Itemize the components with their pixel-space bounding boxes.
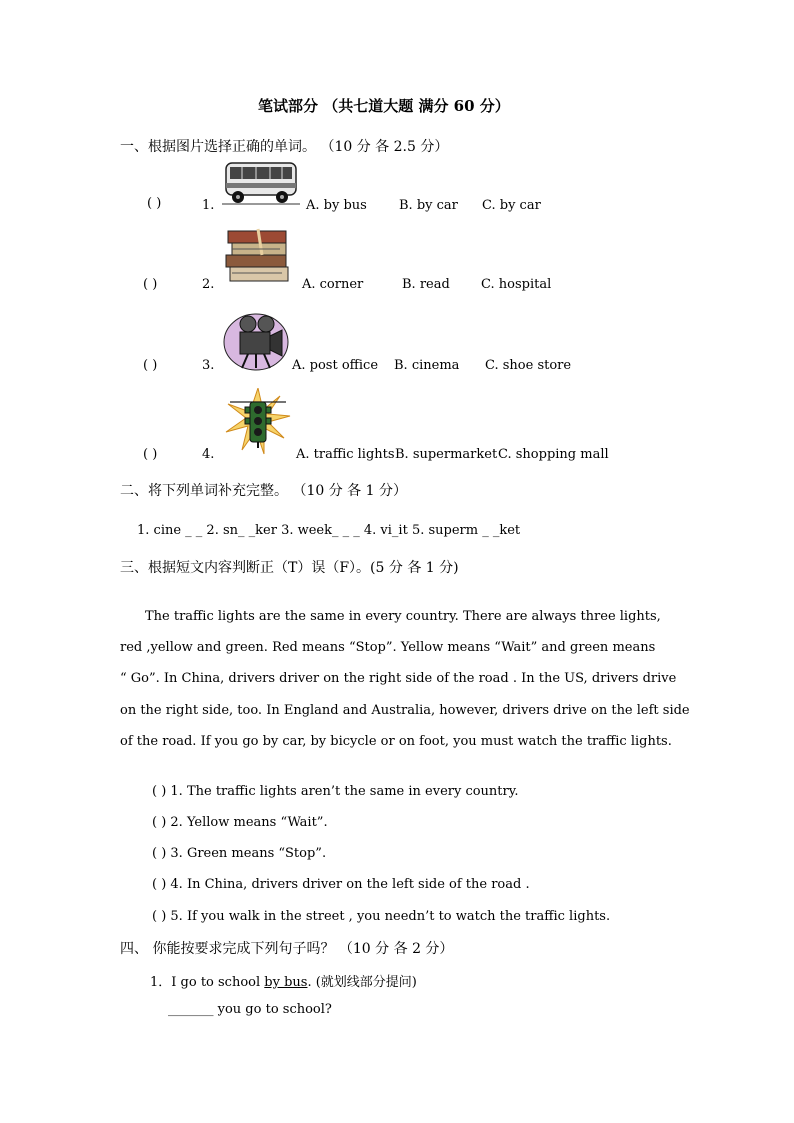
tf-item-4[interactable]: ( ) 4. In China, drivers driver on the left side of the road . [152,877,530,892]
fill-in-line: 1. cine _ _ 2. sn_ _ker 3. week_ _ _ 4. vi_it 5. superm _ _ket [137,523,521,538]
answer-paren[interactable]: ( ) [143,447,158,462]
option-c: C. shopping mall [498,447,609,462]
passage-line-4: on the right side, too. In England and Australia, however, drivers drive on the left side [120,703,690,718]
traffic-light-icon [224,388,292,456]
question-text: I go to school [171,975,265,990]
film-projector-icon [222,310,290,372]
passage-line-5: of the road. If you go by car, by bicycle or on foot, you must watch the traffic lights. [120,734,672,749]
item-number: 4. [202,447,215,462]
tf-item-1[interactable]: ( ) 1. The traffic lights aren’t the same in every country. [152,784,519,799]
item-number: 2. [202,277,215,292]
passage-line-1: The traffic lights are the same in every country. There are always three lights, [145,609,661,624]
question-instruction: . (就划线部分提问) [307,975,417,990]
option-a: A. post office [292,358,379,373]
answer-text: you go to school? [213,1002,332,1017]
bus-icon [222,157,300,209]
tf-item-3[interactable]: ( ) 3. Green means “Stop”. [152,846,327,861]
section4-heading: 四、 你能按要求完成下列句子吗？ （10 分 各 2 分） [120,941,454,957]
page-title: 笔试部分 （共七道大题 满分 60 分） [258,97,510,115]
item-number: 1. [202,198,215,213]
option-a: A. corner [302,277,364,292]
underlined-phrase: by bus [264,975,308,990]
books-icon [222,225,294,287]
option-b: B. cinema [394,358,460,373]
section1-heading: 一、根据图片选择正确的单词。 （10 分 各 2.5 分） [120,139,449,155]
answer-paren[interactable]: ( ) [143,358,158,373]
option-b: B. read [402,277,450,292]
answer-paren[interactable]: ( ) [147,196,162,211]
section4-answer-1[interactable] [168,1002,332,1017]
section3-heading: 三、根据短文内容判断正（T）误（F）。(5 分 各 1 分) [120,560,459,576]
passage-line-3: “ Go”. In China, drivers driver on the right side of the road . In the US, drivers drive [120,671,677,686]
option-c: C. shoe store [485,358,572,373]
answer-paren[interactable]: ( ) [143,277,158,292]
section2-heading: 二、将下列单词补充完整。 （10 分 各 1 分） [120,483,407,499]
section4-question-1 [150,971,417,990]
option-a: A. by bus [306,198,367,213]
option-a: A. traffic lights [296,447,395,462]
option-b: B. by car [399,198,458,213]
item-number: 3. [202,358,215,373]
option-b: B. supermarket [395,447,498,462]
tf-item-2[interactable]: ( ) 2. Yellow means “Wait”. [152,815,328,830]
option-c: C. by car [482,198,541,213]
tf-item-5[interactable]: ( ) 5. If you walk in the street , you needn’t to watch the traffic lights. [152,909,611,924]
passage-line-2: red ,yellow and green. Red means “Stop”. Yellow means “Wait” and green means [120,640,656,655]
answer-blank[interactable]: _______ [168,1002,214,1017]
option-c: C. hospital [481,277,552,292]
question-number: 1． [150,975,172,990]
